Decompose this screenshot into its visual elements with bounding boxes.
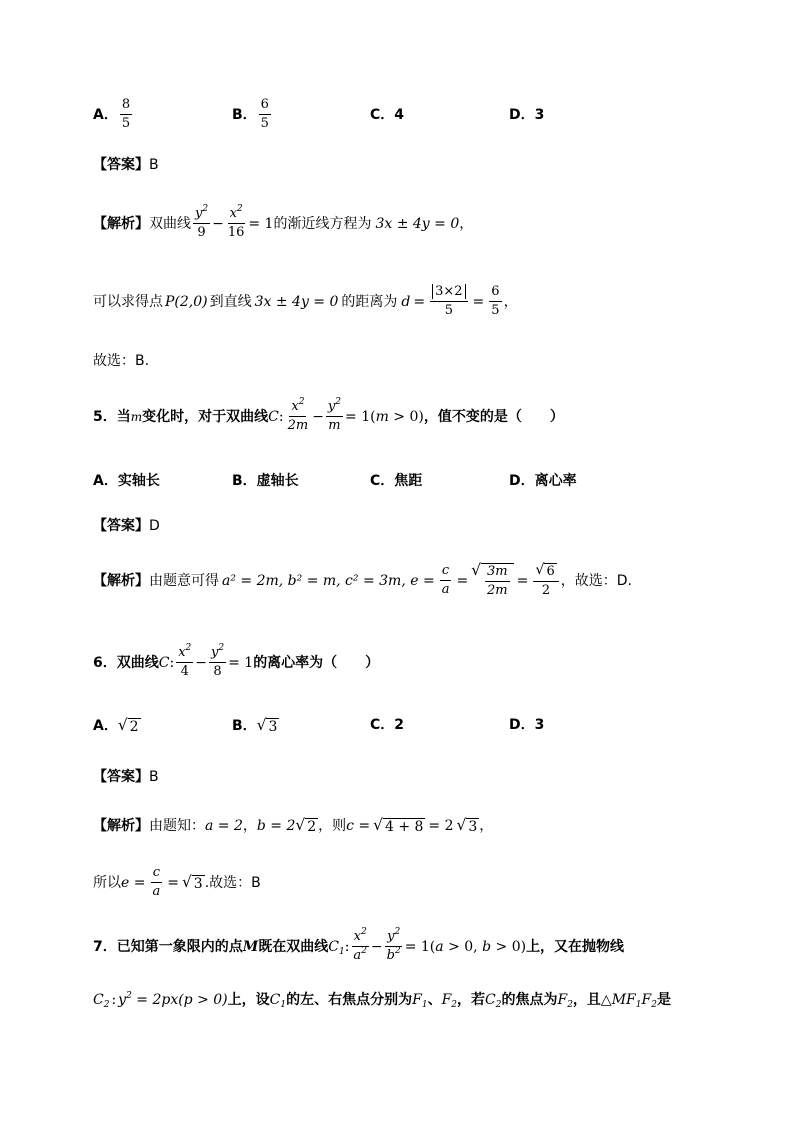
solution-tag: 【解析】 [93, 818, 149, 834]
variable-m: m [130, 409, 143, 424]
line-equation: 3x ± 4y = 0 [254, 293, 339, 310]
hyperbola-term-y: $\frac{y^2}{9}$ [195, 204, 209, 241]
q6-option-a: A． √ 2 [93, 716, 139, 735]
distance-result: $\frac{6}{5}$ [491, 284, 500, 319]
question-text: 的焦点为 [501, 992, 558, 1008]
q4-option-c-label: C． [370, 107, 395, 123]
solution-text: 可以求得点 [93, 293, 163, 310]
q6-solution-line-1: 【解析】 由题知： a = 2 ， b = 2 √ 2 ，则 c = √ 4 + 8 = 2 √ 3 ， [93, 816, 494, 835]
q4-option-b-fraction: $\frac{6}{5}$ [260, 97, 269, 132]
q4-solution-line-3: 故选：B. [93, 353, 150, 369]
q6-option-d: D．3 [509, 717, 545, 733]
solution-text: 由题意可得 [149, 572, 219, 589]
q6-answer [93, 770, 734, 784]
punctuation: ， [479, 818, 494, 834]
value-e: e = [121, 874, 146, 891]
option-label: B． [232, 718, 257, 734]
q4-option-c-value: 4 [394, 107, 405, 123]
answer-value: B [149, 157, 159, 173]
q4-answer [93, 158, 734, 172]
question-text: 的离心率为（ ） [253, 654, 380, 671]
q4-solution-line-1: 【解析】 双曲线 $\frac{y^2}{9}$ − $\frac{x^2}{16}$ = 1 的渐近线方程为 3x ± 4y = 0 ， [93, 204, 474, 241]
question-text: 6．双曲线 [93, 654, 159, 671]
q6-stem: 6．双曲线 C : $\frac{x^2}{4}$ − $\frac{y^2}{8}$ = 1 的离心率为（ ） [93, 643, 380, 680]
solution-tag: 【解析】 [93, 215, 149, 232]
hyperbola-term-y: $\frac{y^2}{8}$ [211, 643, 225, 680]
q5-option-d: D．离心率 [509, 473, 577, 489]
question-text: 上，又在抛物线 [526, 938, 625, 955]
answer-tag: 【答案】 [93, 157, 149, 173]
q5-option-a: A．实轴长 [93, 473, 160, 489]
question-text: 变化时，对于双曲线 [142, 408, 269, 425]
value-c: c = [346, 818, 371, 834]
question-text: 是 [656, 992, 671, 1008]
question-text: 上，设 [227, 992, 270, 1008]
solution-text: 所以 [93, 874, 121, 891]
distance-fraction: $\frac{3\times 2}{5}$ [430, 285, 467, 319]
solution-text: 双曲线 [149, 215, 191, 232]
solution-tag: 【解析】 [93, 572, 149, 589]
eccentricity-value: √ 6 2 [533, 563, 558, 599]
q5-option-b: B．虚轴长 [232, 473, 299, 489]
question-text: 7．已知第一象限内的点 [93, 938, 243, 955]
punctuation: ， [242, 818, 257, 834]
solution-text: ，故选：D. [560, 572, 632, 589]
hyperbola-term-x: $\frac{x^2}{2m}$ [287, 397, 309, 434]
value-a: a = 2 [205, 818, 243, 834]
solution-expression: a² = 2m, b² = m, c² = 3m, e = [222, 572, 435, 589]
question-text: 既在双曲线 [258, 938, 329, 955]
eccentricity-sqrt: √ $\frac{3m}{2m}$ [471, 563, 513, 599]
q4-option-b-label: B． [232, 106, 257, 123]
q4-options [93, 98, 734, 134]
solution-text: 到直线 [209, 293, 252, 310]
q7-stem-line-1: 7．已知第一象限内的点 M 既在双曲线 $C_1$ : $\frac{x^2}{a^2}$ − $\frac{y^2}{b^2}$ = 1(a > 0, b > 0) 上，又在抛物线 [93, 927, 625, 964]
q5-answer [93, 519, 734, 533]
q5-options [93, 474, 734, 490]
answer-value: D [149, 518, 160, 534]
q5-solution: 【解析】 由题意可得 a² = 2m, b² = m, c² = 3m, e = $\frac{c}{a}$ = √ $\frac{3m}{2m}$ = √ 6 2 ，故选：D. [93, 561, 632, 599]
answer-tag: 【答案】 [93, 518, 149, 534]
solution-text: .故选：B [204, 874, 261, 891]
solution-text: 的渐近线方程为 [273, 215, 372, 232]
solution-text: ，则 [318, 818, 347, 834]
q4-option-d-value: 3 [534, 107, 545, 123]
q6-option-b: B． √ 3 [232, 716, 278, 735]
q6-options [93, 718, 734, 738]
solution-text: 由题知： [149, 818, 205, 834]
q4-option-a-fraction: $\frac{8}{5}$ [121, 97, 131, 132]
q6-solution-line-2: 所以 e = $\frac{c}{a}$ = √ 3 .故选：B [93, 865, 261, 900]
q5-stem: 5．当 m 变化时，对于双曲线 C : $\frac{x^2}{2m}$ − $\frac{y^2}{m}$ = 1(m > 0) ，值不变的是（ ） [93, 397, 564, 434]
question-text: 的左、右焦点分别为 [286, 992, 413, 1008]
q5-option-c: C．焦距 [370, 473, 423, 489]
answer-value: B [149, 769, 159, 785]
q4-solution-line-2: 可以求得点 P(2,0) 到直线 3x ± 4y = 0 的距离为 d = $\frac{3\times 2}{5}$ = $\frac{6}{5}$ ， [93, 284, 518, 319]
point-p: P(2,0) [165, 293, 208, 310]
q7-stem-line-2: $C_2$ : $y^2 = 2px(p > 0)$ 上，设 $C_1$ 的左、右焦点分别为 $F_1$ 、 $F_2$ ，若 $C_2$ 的焦点为 $F_2$ ，且 $\triangle MF_1F_2$ 是 [93, 991, 671, 1010]
hyperbola-term-x: $\frac{x^2}{16}$ [227, 204, 245, 241]
question-text: 5．当 [93, 408, 131, 425]
question-text: 、 [427, 992, 442, 1008]
punctuation: ， [459, 215, 474, 232]
hyperbola-term-y: $\frac{y^2}{m}$ [327, 397, 342, 434]
answer-tag: 【答案】 [93, 769, 149, 785]
hyperbola-term-x: $\frac{x^2}{4}$ [178, 643, 192, 680]
solution-text: 的距离为 [341, 293, 398, 310]
question-text: ，且 [572, 992, 601, 1008]
q4-option-d-label: D． [509, 107, 535, 123]
eccentricity-ratio: $\frac{c}{a}$ [441, 563, 450, 598]
punctuation: ， [503, 293, 518, 310]
value-b: b = 2 [256, 818, 296, 834]
question-text: ，若 [457, 992, 486, 1008]
question-text: ，值不变的是（ ） [423, 408, 564, 425]
point-m: M [242, 938, 259, 955]
q4-option-a-label: A． [93, 106, 118, 123]
option-label: A． [93, 718, 118, 734]
asymptote-equation: 3x ± 4y = 0 [375, 215, 460, 232]
q6-option-c: C．2 [370, 717, 405, 733]
